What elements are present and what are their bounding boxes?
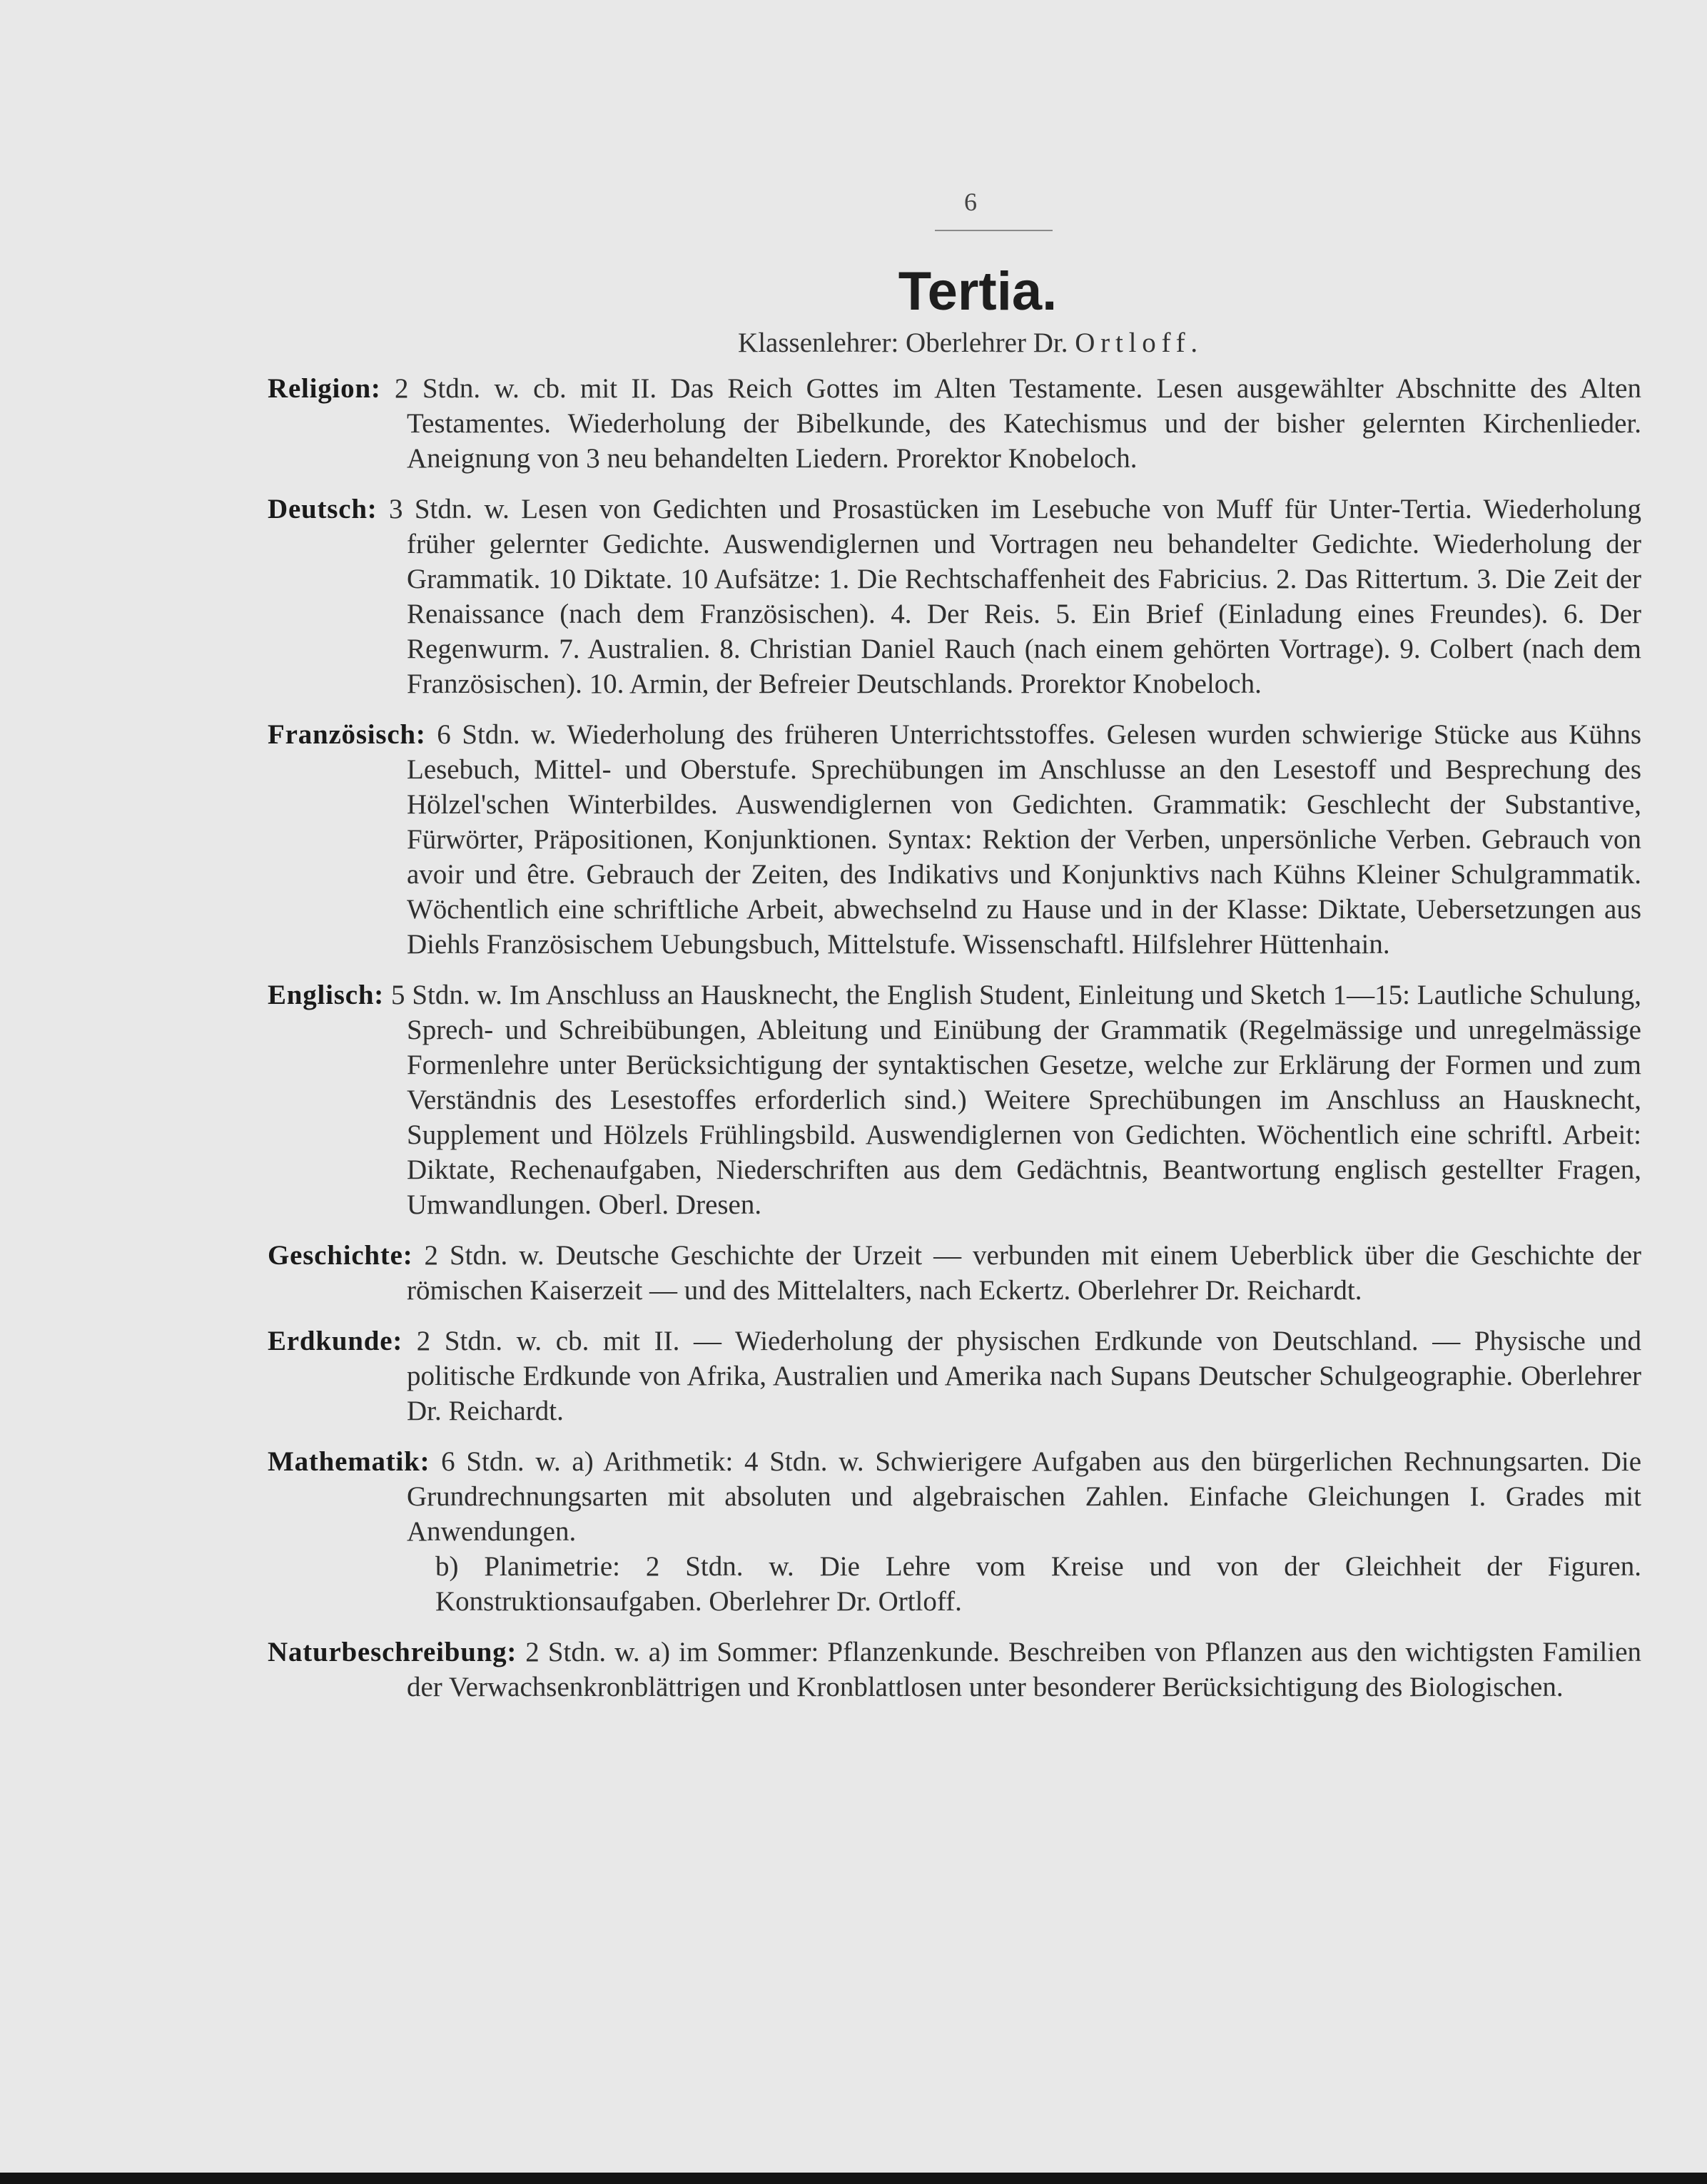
- subject-deutsch: [264, 492, 1641, 701]
- subject-franzoesisch: [264, 717, 1641, 962]
- subject-text: 2 Stdn. w. cb. mit II. — Wiederholung der physischen Erdkunde von Deutschland. — Physische und politische Erdkunde von Afrika, Australien und Amerika nach Supans Deutscher Schulgeographie. Oberlehrer Dr. Reichardt.: [407, 1326, 1641, 1426]
- subject-text: 5 Stdn. w. Im Anschluss an Hausknecht, the English Student, Einleitung und Sketch 1—15: Lautliche Schulung, Sprech- und Schreibübungen, Ableitung und Einübung der Grammatik (Regelmässige und unregelmässige Formenlehre unter Berücksichtigung der syntaktischen Gesetze, welche zur Erklärung der Formen und zum Verständnis des Lesestoffes erforderlich sind.) Weitere Sprechübungen im Anschluss an Hausknecht, Supplement und Hölzels Frühlingsbild. Auswendiglernen von Gedichten. Wöchentlich eine schriftl. Arbeit: Diktate, Rechenaufgaben, Niederschriften aus dem Gedächtnis, Beantwortung englisch gestellter Fragen, Umwandlungen. Oberl. Dresen.: [390, 980, 1642, 1220]
- page-number: 6: [964, 188, 977, 216]
- subject-name: Englisch:: [268, 980, 385, 1010]
- subject-text: 2 Stdn. w. Deutsche Geschichte der Urzeit — verbunden mit einem Ueberblick über die Geschichte der römischen Kaiserzeit — und des Mittelalters, nach Eckertz. Oberlehrer Dr. Reichardt.: [407, 1240, 1641, 1306]
- subject-naturbeschreibung: [264, 1635, 1641, 1705]
- subject-text: 6 Stdn. w. a) Arithmetik: 4 Stdn. w. Schwierigere Aufgaben aus den bürgerlichen Rechnungsarten. Die Grundrechnungsarten mit absoluten und algebraischen Zahlen. Einfache Gleichungen I. Grades mit Anwendungen.: [407, 1446, 1642, 1547]
- subject-text: 2 Stdn. w. cb. mit II. Das Reich Gottes im Alten Testamente. Lesen ausgewählter Abschnitte des Alten Testamentes. Wiederholung der Bibelkunde, des Katechismus und der bisher gelernten Kirchenlieder. Aneignung von 3 neu behandelten Liedern. Prorektor Knobeloch.: [395, 373, 1641, 474]
- subject-geschichte: [264, 1238, 1641, 1308]
- subject-name: Religion:: [268, 373, 381, 404]
- subject-erdkunde: [264, 1324, 1641, 1428]
- class-teacher-line: [542, 327, 1399, 359]
- curriculum-body: [264, 371, 1641, 1720]
- subject-text: 6 Stdn. w. Wiederholung des früheren Unterrichtsstoffes. Gelesen wurden schwierige Stücke aus Kühns Lesebuch, Mittel- und Oberstufe. Sprechübungen im Anschlusse an den Lesestoff und Besprechung des Hölzel'schen Winterbildes. Auswendiglernen von Gedichten. Grammatik: Geschlecht der Substantive, Fürwörter, Präpositionen, Konjunktionen. Syntax: Rektion der Verben, unpersönliche Verben. Gebrauch von avoir und être. Gebrauch der Zeiten, des Indikativs und Konjunktivs nach Kühns Kleiner Schulgrammatik. Wöchentlich eine schriftliche Arbeit, abwechselnd zu Hause und in der Klasse: Diktate, Uebersetzungen aus Diehls Französischem Uebungsbuch, Mittelstufe. Wissenschaftl. Hilfslehrer Hüttenhain.: [407, 719, 1642, 960]
- subject-text: 3 Stdn. w. Lesen von Gedichten und Prosastücken im Lesebuche von Muff für Unter-Tertia. Wiederholung früher gelernter Gedichte. Auswendiglernen und Vortragen neu behandelter Gedichte. Wiederholung der Grammatik. 10 Diktate. 10 Aufsätze: 1. Die Rechtschaffenheit des Fabricius. 2. Das Rittertum. 3. Die Zeit der Renaissance (nach dem Französischen). 4. Der Reis. 5. Ein Brief (Einladung eines Freundes). 6. Der Regenwurm. 7. Australien. 8. Christian Daniel Rauch (nach einem gehörten Vortrage). 9. Colbert (nach dem Französischen). 10. Armin, der Befreier Deutschlands. Prorektor Knobeloch.: [388, 494, 1641, 699]
- header-rule: [935, 230, 1053, 231]
- subject-text: 2 Stdn. w. a) im Sommer: Pflanzenkunde. Beschreiben von Pflanzen aus den wichtigsten Familien der Verwachsenkronblättrigen und Kronblattlosen unter besonderer Berücksichtigung des Biologischen.: [407, 1637, 1641, 1702]
- subject-religion: [264, 371, 1641, 476]
- subject-name: Französisch:: [268, 719, 426, 750]
- subject-mathematik: [264, 1444, 1641, 1619]
- subject-name: Deutsch:: [268, 494, 378, 524]
- subject-text-planimetrie: b) Planimetrie: 2 Stdn. w. Die Lehre vom Kreise und von der Gleichheit der Figuren. Konstruktionsaufgaben. Oberlehrer Dr. Ortloff.: [435, 1551, 1641, 1617]
- class-teacher-role: Oberlehrer Dr.: [906, 327, 1068, 358]
- class-teacher-label: Klassenlehrer:: [738, 327, 899, 358]
- subject-name: Erdkunde:: [268, 1326, 403, 1356]
- subject-name: Geschichte:: [268, 1240, 413, 1271]
- subject-englisch: [264, 977, 1641, 1222]
- page-title: Tertia.: [898, 261, 1058, 322]
- subject-name: Naturbeschreibung:: [268, 1637, 517, 1667]
- class-teacher-name: Ortloff.: [1075, 327, 1203, 358]
- subject-name: Mathematik:: [268, 1446, 430, 1477]
